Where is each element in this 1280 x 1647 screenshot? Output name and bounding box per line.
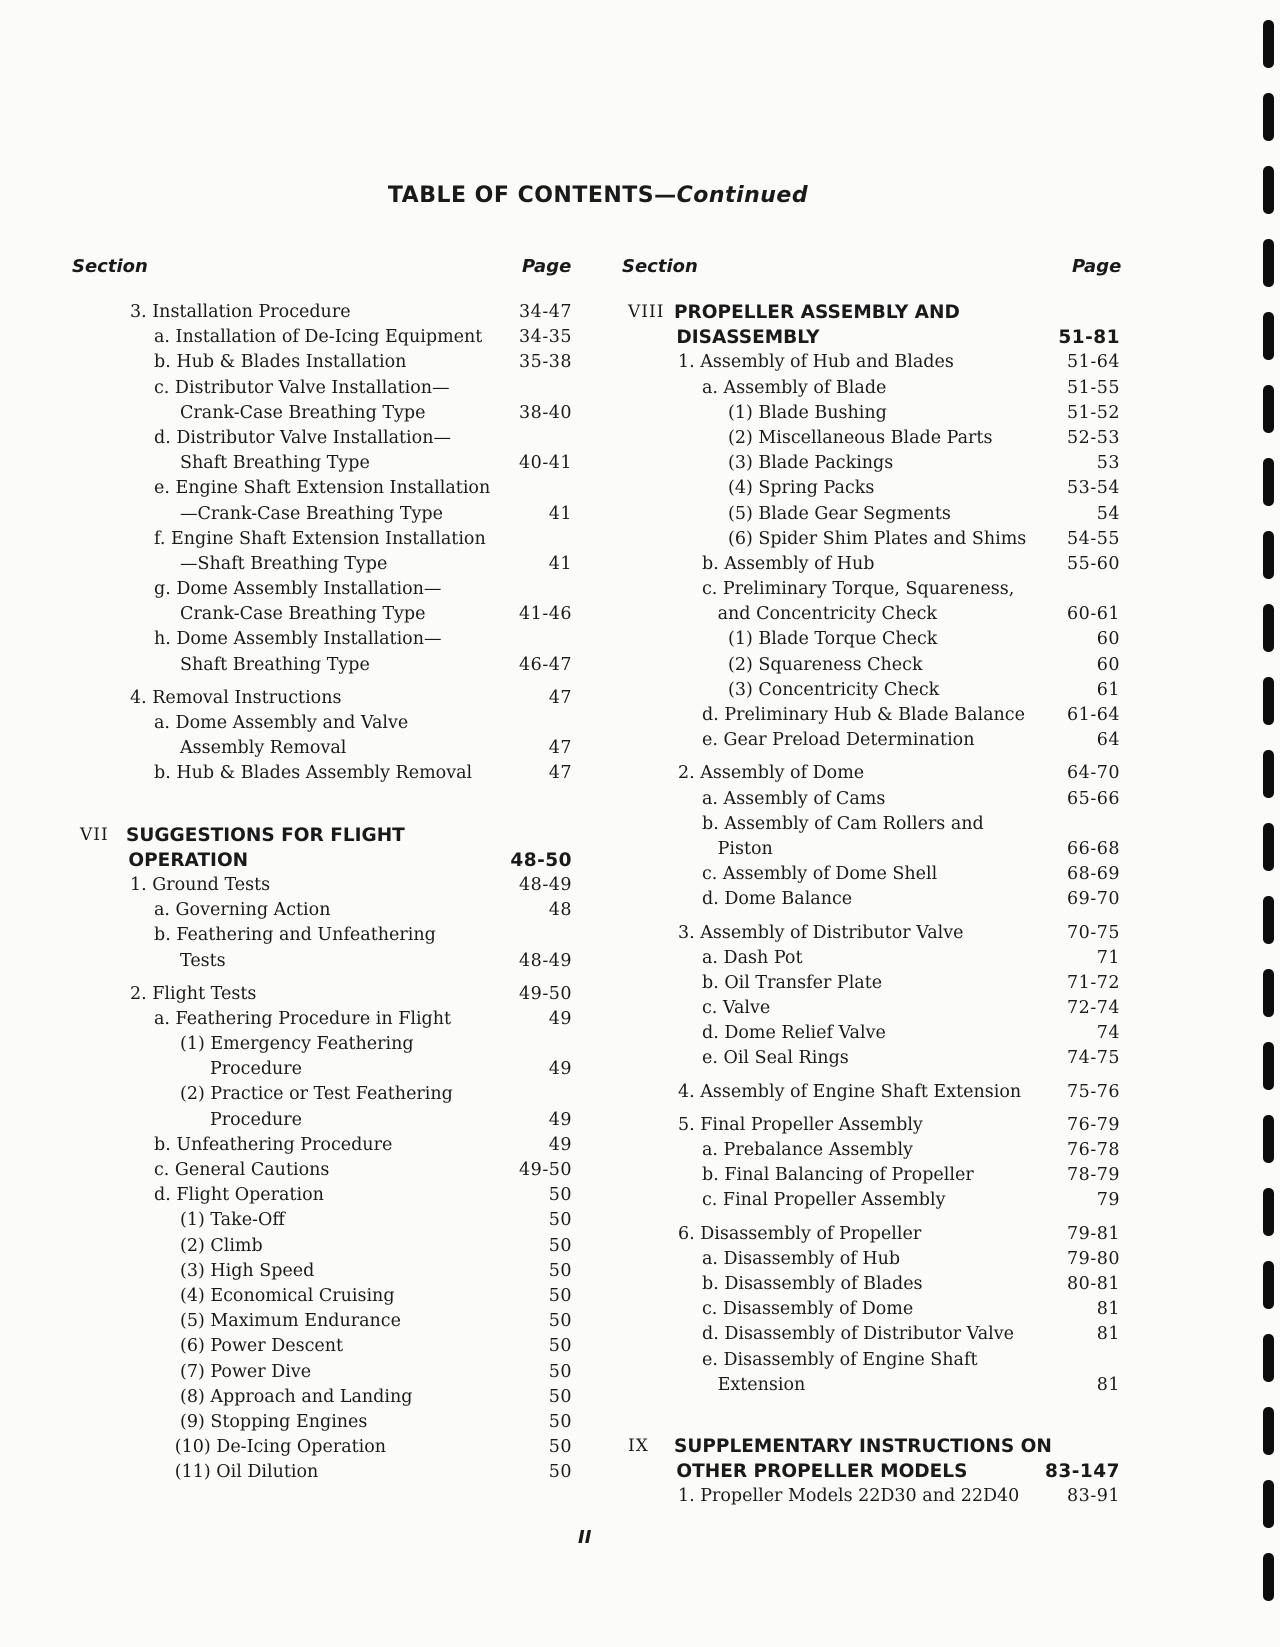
toc-section-heading (620, 1459, 1120, 1484)
entry-page: 60 (1096, 629, 1120, 650)
entry-title: e. Gear Preload Determination (702, 730, 975, 751)
entry-title: 1. Ground Tests (130, 874, 271, 895)
entry-title: Extension (717, 1374, 806, 1395)
entry-page: 51-81 (1058, 327, 1120, 349)
entry-page: 69-70 (1067, 889, 1120, 910)
toc-entry (620, 1138, 1120, 1163)
toc-entry (72, 982, 572, 1007)
toc-entry (72, 653, 572, 678)
entry-page: 54 (1096, 503, 1120, 524)
entry-page: 34-35 (519, 327, 572, 348)
toc-entry (620, 1484, 1120, 1509)
entry-title: (9) Stopping Engines (180, 1411, 368, 1432)
toc-entry (72, 1460, 572, 1485)
entry-title: (7) Power Dive (180, 1361, 312, 1382)
entry-title: b. Assembly of Cam Rollers and (702, 813, 984, 834)
entry-page: 52-53 (1067, 427, 1120, 448)
entry-title: a. Dash Pot (702, 947, 803, 968)
toc-entry (620, 602, 1120, 627)
entry-title: b. Hub & Blades Installation (154, 352, 407, 373)
toc-entry (72, 736, 572, 761)
entry-title: a. Dome Assembly and Valve (154, 713, 409, 733)
entry-page: 51-64 (1067, 352, 1120, 373)
toc-entry (620, 1021, 1120, 1046)
entry-page: 81 (1096, 1299, 1120, 1320)
entry-title: c. Final Propeller Assembly (702, 1190, 946, 1211)
entry-title: d. Dome Relief Valve (702, 1023, 886, 1044)
entry-page: 64 (1096, 730, 1120, 751)
binding-hole (1263, 969, 1274, 1017)
entry-page: 41 (548, 503, 572, 524)
entry-page: 50 (548, 1361, 572, 1382)
toc-entry (72, 1082, 572, 1107)
entry-title: c. General Cautions (154, 1160, 330, 1180)
entry-page: 50 (548, 1210, 572, 1231)
page-title (0, 183, 1196, 208)
binding-hole (1263, 166, 1274, 214)
entry-title: b. Final Balancing of Propeller (702, 1165, 974, 1186)
entry-page: 41-46 (519, 604, 572, 625)
entry-page: 48 (548, 900, 572, 921)
entry-title: 3. Assembly of Distributor Valve (678, 922, 964, 943)
toc-entry (72, 711, 572, 736)
toc-entry (620, 837, 1120, 862)
entry-page: 81 (1096, 1324, 1120, 1345)
entry-title: (2) Climb (180, 1235, 263, 1256)
entry-title: DISASSEMBLY (676, 327, 820, 349)
entry-page: 47 (548, 763, 572, 784)
entry-page: 71-72 (1067, 972, 1120, 993)
toc-entry (620, 653, 1120, 678)
entry-page: 49 (548, 1059, 572, 1080)
entry-page: 83-91 (1067, 1486, 1120, 1507)
toc-entry (72, 1385, 572, 1410)
entry-title: f. Engine Shaft Extension Installation (154, 528, 486, 549)
spacer (620, 1398, 1120, 1434)
entry-page: 61 (1096, 679, 1120, 700)
entry-title: (4) Economical Cruising (180, 1285, 395, 1306)
left-section-header: Section (72, 256, 148, 277)
toc-entry (620, 887, 1120, 912)
binding-hole (1263, 239, 1274, 287)
entry-page: 50 (548, 1235, 572, 1256)
entry-title: (1) Blade Torque Check (728, 629, 938, 650)
entry-title: (6) Power Descent (180, 1336, 344, 1357)
toc-entry (72, 1032, 572, 1057)
entry-title: a. Assembly of Cams (702, 788, 886, 809)
entry-title: PROPELLER ASSEMBLY AND (674, 302, 960, 323)
toc-entry (72, 1208, 572, 1233)
entry-title: Shaft Breathing Type (180, 654, 370, 675)
entry-page: 72-74 (1067, 998, 1120, 1019)
entry-page: 81 (1096, 1374, 1120, 1395)
binding-hole (1263, 312, 1274, 360)
entry-page: 40-41 (519, 453, 572, 474)
entry-title: 2. Flight Tests (130, 983, 257, 1004)
entry-title: d. Dome Balance (702, 889, 853, 910)
toc-entry (72, 602, 572, 627)
toc-entry (620, 1163, 1120, 1188)
entry-title: d. Disassembly of Distributor Valve (702, 1324, 1014, 1345)
entry-page: 51-52 (1067, 402, 1120, 423)
binding-hole (1263, 677, 1274, 725)
toc-entry (620, 1247, 1120, 1272)
spacer (72, 787, 572, 823)
toc-entry (620, 1113, 1120, 1138)
toc-entry (620, 703, 1120, 728)
entry-title: (1) Emergency Feathering (180, 1034, 414, 1055)
entry-title: h. Dome Assembly Installation— (154, 629, 442, 650)
toc-entry (620, 401, 1120, 426)
entry-title: g. Dome Assembly Installation— (154, 579, 442, 600)
toc-section-heading (72, 848, 572, 873)
toc-entry (620, 1046, 1120, 1071)
section-numeral: VIII (628, 302, 665, 322)
entry-title: a. Governing Action (154, 900, 331, 921)
entry-title: Procedure (210, 1059, 303, 1080)
entry-title: e. Engine Shaft Extension Installation (154, 478, 491, 499)
toc-entry (620, 627, 1120, 652)
entry-title: b. Unfeathering Procedure (154, 1134, 393, 1155)
entry-title: d. Flight Operation (154, 1185, 324, 1206)
entry-page: 50 (548, 1386, 572, 1407)
toc-entry (620, 921, 1120, 946)
binding-hole (1263, 823, 1274, 871)
entry-title: (6) Spider Shim Plates and Shims (728, 528, 1027, 549)
entry-title: e. Oil Seal Rings (702, 1048, 849, 1069)
entry-title: b. Feathering and Unfeathering (154, 925, 436, 946)
entry-page: 76-78 (1067, 1140, 1120, 1160)
toc-entry (620, 1297, 1120, 1322)
entry-page: 60-61 (1067, 604, 1120, 625)
entry-page: 74-75 (1067, 1048, 1120, 1069)
toc-entry (72, 1007, 572, 1032)
toc-entry (72, 325, 572, 350)
entry-title: 3. Installation Procedure (130, 302, 351, 322)
toc-entry (72, 949, 572, 974)
entry-title: —Crank-Case Breathing Type (180, 503, 443, 524)
binding-hole (1263, 1553, 1274, 1601)
entry-page: 50 (548, 1185, 572, 1206)
entry-title: c. Valve (702, 998, 771, 1019)
toc-section-heading (620, 325, 1120, 350)
entry-page: 55-60 (1067, 553, 1120, 574)
toc-entry (72, 1284, 572, 1309)
entry-title: Procedure (210, 1109, 303, 1130)
binding-hole (1263, 1407, 1274, 1455)
toc-entry (620, 678, 1120, 703)
entry-title: 6. Disassembly of Propeller (678, 1223, 922, 1244)
toc-entry (72, 1360, 572, 1385)
toc-entry (72, 898, 572, 923)
spacer (620, 1072, 1120, 1080)
entry-title: (4) Spring Packs (728, 478, 875, 499)
entry-title: (2) Practice or Test Feathering (180, 1084, 453, 1105)
toc-entry (620, 1348, 1120, 1373)
entry-page: 64-70 (1067, 763, 1120, 784)
toc-entry (72, 873, 572, 898)
entry-page: 34-47 (519, 302, 572, 322)
entry-page: 80-81 (1067, 1273, 1120, 1294)
toc-entry (620, 1080, 1120, 1105)
entry-page: 50 (548, 1260, 572, 1281)
entry-title: Tests (180, 950, 226, 971)
entry-page: 66-68 (1067, 838, 1120, 859)
toc-entry (72, 1309, 572, 1334)
toc-entry (620, 552, 1120, 577)
entry-page: 61-64 (1067, 705, 1120, 725)
entry-title: d. Preliminary Hub & Blade Balance (702, 705, 1025, 725)
binding-hole (1263, 1115, 1274, 1163)
toc-right-column (620, 300, 1120, 1509)
toc-entry (620, 426, 1120, 451)
entry-page: 35-38 (519, 352, 572, 373)
entry-title: b. Hub & Blades Assembly Removal (154, 763, 473, 784)
entry-title: a. Prebalance Assembly (702, 1140, 913, 1160)
entry-page: 47 (548, 687, 572, 708)
entry-title: (5) Maximum Endurance (180, 1311, 401, 1332)
toc-entry (620, 1373, 1120, 1398)
binding-hole (1263, 750, 1274, 798)
toc-entry (72, 502, 572, 527)
entry-title: c. Assembly of Dome Shell (702, 864, 938, 885)
toc-entry (620, 728, 1120, 753)
toc-entry (620, 577, 1120, 602)
entry-page: 49-50 (519, 1160, 572, 1180)
toc-entry (72, 451, 572, 476)
toc-entry (620, 971, 1120, 996)
entry-page: 49-50 (519, 983, 572, 1004)
toc-entry (620, 451, 1120, 476)
toc-entry (620, 996, 1120, 1021)
entry-title: b. Disassembly of Blades (702, 1273, 923, 1294)
entry-page: 50 (548, 1437, 572, 1458)
entry-page: 47 (548, 738, 572, 759)
toc-entry (72, 1133, 572, 1158)
toc-entry (72, 300, 572, 325)
title-continued: Continued (676, 183, 809, 208)
entry-title: b. Oil Transfer Plate (702, 972, 883, 993)
right-section-header: Section (622, 256, 698, 277)
toc-section-heading (620, 300, 1120, 325)
toc-entry (620, 1188, 1120, 1213)
toc-entry (72, 1057, 572, 1082)
toc-entry (72, 476, 572, 501)
toc-entry (620, 350, 1120, 375)
toc-entry (72, 552, 572, 577)
entry-title: c. Distributor Valve Installation— (154, 377, 450, 398)
toc-entry (72, 577, 572, 602)
toc-entry (72, 426, 572, 451)
toc-entry (620, 1222, 1120, 1247)
toc-entry (620, 812, 1120, 837)
spacer (620, 753, 1120, 761)
binding-hole (1263, 1042, 1274, 1090)
spacer (620, 1214, 1120, 1222)
toc-entry (72, 350, 572, 375)
entry-title: c. Preliminary Torque, Squareness, (702, 579, 1015, 600)
toc-entry (620, 476, 1120, 501)
entry-page: 50 (548, 1285, 572, 1306)
binding-holes (1240, 0, 1280, 1647)
entry-page: 79-80 (1067, 1248, 1120, 1269)
entry-title: 2. Assembly of Dome (678, 763, 865, 784)
entry-title: (5) Blade Gear Segments (728, 503, 951, 524)
binding-hole (1263, 93, 1274, 141)
spacer (620, 1105, 1120, 1113)
entry-page: 78-79 (1067, 1165, 1120, 1186)
entry-title: c. Disassembly of Dome (702, 1299, 914, 1320)
toc-entry (72, 1234, 572, 1259)
entry-page: 60 (1096, 654, 1120, 675)
entry-page: 76-79 (1067, 1114, 1120, 1135)
entry-title: 1. Propeller Models 22D30 and 22D40 (678, 1486, 1020, 1507)
entry-page: 49 (548, 1134, 572, 1155)
toc-entry (620, 502, 1120, 527)
entry-title: (1) Take-Off (180, 1210, 285, 1231)
page-number: II (578, 1527, 592, 1548)
entry-page: 48-49 (519, 874, 572, 895)
entry-page: 49 (548, 1008, 572, 1029)
section-numeral: VII (80, 824, 109, 845)
entry-title: 5. Final Propeller Assembly (678, 1114, 923, 1135)
toc-entry (620, 787, 1120, 812)
entry-title: —Shaft Breathing Type (180, 553, 388, 574)
toc-entry (72, 1108, 572, 1133)
binding-hole (1263, 20, 1274, 68)
toc-entry (72, 923, 572, 948)
toc-entry (72, 761, 572, 786)
entry-page: 70-75 (1067, 922, 1120, 943)
title-main: TABLE OF CONTENTS— (387, 183, 677, 208)
toc-entry (72, 401, 572, 426)
entry-page: 50 (548, 1311, 572, 1332)
entry-page: 46-47 (519, 654, 572, 675)
binding-hole (1263, 1188, 1274, 1236)
entry-page: 83-147 (1044, 1461, 1120, 1483)
entry-page: 50 (548, 1336, 572, 1357)
entry-page: 53 (1096, 453, 1120, 474)
entry-page: 54-55 (1067, 528, 1120, 549)
entry-page: 50 (548, 1462, 572, 1483)
entry-page: 51-55 (1067, 377, 1120, 398)
entry-page: 79-81 (1067, 1223, 1120, 1244)
entry-title: (3) High Speed (180, 1260, 315, 1281)
binding-hole (1263, 1261, 1274, 1309)
entry-title: Piston (717, 838, 773, 859)
entry-page: 74 (1096, 1023, 1120, 1044)
entry-title: OPERATION (128, 849, 249, 871)
toc-entry (72, 627, 572, 652)
binding-hole (1263, 604, 1274, 652)
entry-title: Crank-Case Breathing Type (180, 604, 426, 625)
entry-page: 49 (548, 1109, 572, 1130)
entry-title: (3) Blade Packings (728, 453, 894, 474)
entry-title: (8) Approach and Landing (180, 1386, 413, 1407)
entry-title: 4. Removal Instructions (130, 687, 342, 708)
binding-hole (1263, 458, 1274, 506)
left-page-header: Page (522, 256, 572, 277)
entry-title: a. Assembly of Blade (702, 377, 887, 398)
entry-title: 1. Assembly of Hub and Blades (678, 352, 954, 373)
entry-page: 48-50 (510, 849, 572, 871)
toc-section-heading (72, 823, 572, 848)
entry-page: 65-66 (1067, 788, 1120, 809)
entry-title: (10) De-Icing Operation (174, 1437, 387, 1458)
binding-hole (1263, 385, 1274, 433)
entry-title: Shaft Breathing Type (180, 453, 370, 474)
entry-title: a. Disassembly of Hub (702, 1248, 901, 1269)
toc-entry (620, 1272, 1120, 1297)
entry-title: (2) Squareness Check (728, 654, 923, 675)
entry-title: SUPPLEMENTARY INSTRUCTIONS ON (674, 1435, 1052, 1457)
toc-entry (72, 376, 572, 401)
entry-page: 71 (1096, 947, 1120, 968)
entry-title: SUGGESTIONS FOR FLIGHT (126, 824, 405, 846)
entry-title: d. Distributor Valve Installation— (154, 427, 451, 448)
entry-title: (1) Blade Bushing (728, 402, 887, 423)
binding-hole (1263, 896, 1274, 944)
entry-page: 79 (1096, 1190, 1120, 1211)
section-numeral: IX (628, 1435, 649, 1456)
toc-entry (72, 1334, 572, 1359)
entry-page: 38-40 (519, 402, 572, 423)
entry-page: 50 (548, 1411, 572, 1432)
toc-entry (72, 1435, 572, 1460)
toc-entry (620, 376, 1120, 401)
toc-entry (72, 527, 572, 552)
entry-title: a. Installation of De-Icing Equipment (154, 327, 483, 348)
toc-entry (72, 1410, 572, 1435)
entry-title: (3) Concentricity Check (728, 679, 940, 700)
binding-hole (1263, 1480, 1274, 1528)
toc-entry (620, 761, 1120, 786)
entry-page: 53-54 (1067, 478, 1120, 499)
spacer (620, 913, 1120, 921)
spacer (72, 974, 572, 982)
toc-entry (620, 862, 1120, 887)
entry-page: 41 (548, 553, 572, 574)
entry-title: e. Disassembly of Engine Shaft (702, 1349, 978, 1370)
toc-entry (72, 1259, 572, 1284)
entry-page: 68-69 (1067, 864, 1120, 885)
toc-entry (620, 946, 1120, 971)
entry-title: (11) Oil Dilution (174, 1462, 319, 1483)
entry-title: 4. Assembly of Engine Shaft Extension (678, 1081, 1022, 1102)
toc-entry (620, 527, 1120, 552)
entry-title: a. Feathering Procedure in Flight (154, 1008, 452, 1029)
toc-entry (72, 1158, 572, 1183)
right-page-header: Page (1072, 256, 1122, 277)
toc-section-heading (620, 1434, 1120, 1459)
entry-page: 48-49 (519, 950, 572, 971)
entry-title: Assembly Removal (180, 738, 347, 759)
entry-page: 75-76 (1067, 1081, 1120, 1102)
toc-entry (620, 1322, 1120, 1347)
toc-entry (72, 1183, 572, 1208)
entry-title: Crank-Case Breathing Type (180, 402, 426, 423)
toc-entry (72, 686, 572, 711)
entry-title: and Concentricity Check (717, 604, 937, 625)
toc-left-column (72, 300, 572, 1485)
binding-hole (1263, 1334, 1274, 1382)
spacer (72, 678, 572, 686)
binding-hole (1263, 531, 1274, 579)
entry-title: OTHER PROPELLER MODELS (676, 1461, 968, 1483)
entry-title: (2) Miscellaneous Blade Parts (728, 427, 993, 448)
entry-title: b. Assembly of Hub (702, 553, 875, 574)
